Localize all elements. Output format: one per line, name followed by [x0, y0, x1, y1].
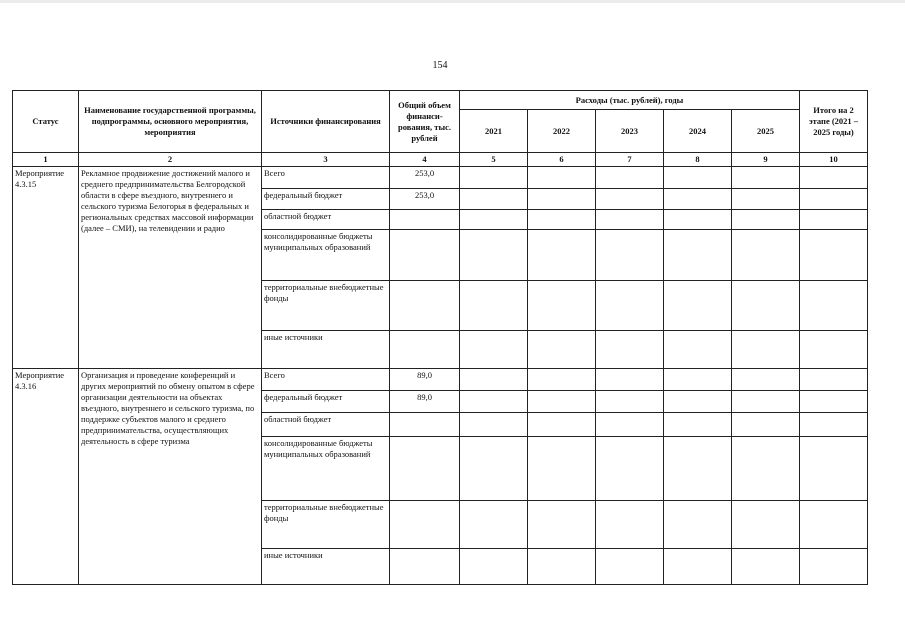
- event-name-cell: Организация и проведение конференций и других мероприятий по обмену опытом в сфере организации деятельности на объектах въездного, внутреннего и сельского туризма, по поддержке субъектов малого и среднего предпринимательства, осуществляющих деятельность в сфере туризма: [79, 369, 262, 585]
- source-cell: федеральный бюджет: [262, 391, 390, 413]
- total-volume-cell: [390, 281, 460, 331]
- column-number-row: [13, 153, 868, 167]
- header-sources: Источники финансирования: [262, 91, 390, 153]
- total-volume-cell: [390, 230, 460, 281]
- source-cell: территориальные внебюджетные фонды: [262, 501, 390, 549]
- total-volume-cell: [390, 210, 460, 230]
- source-cell: Всего: [262, 369, 390, 391]
- total-volume-cell: 253,0: [390, 167, 460, 189]
- column-number: 8: [664, 153, 732, 167]
- page-number: 154: [432, 60, 448, 71]
- header-year: 2022: [528, 110, 596, 153]
- column-number: 6: [528, 153, 596, 167]
- header-total-volume: Общий объем финанси-рования, тыс. рублей: [390, 91, 460, 153]
- source-cell: областной бюджет: [262, 210, 390, 230]
- column-number: 10: [800, 153, 868, 167]
- header-status: Статус: [13, 91, 79, 153]
- header-expenses-group: Расходы (тыс. рублей), годы: [460, 91, 800, 110]
- header-total-stage: Итого на 2 этапе (2021 – 2025 годы): [800, 91, 868, 153]
- source-cell: консолидированные бюджеты муниципальных образований: [262, 230, 390, 281]
- total-volume-cell: 89,0: [390, 369, 460, 391]
- total-volume-cell: [390, 413, 460, 437]
- header-name: Наименование государственной программы, подпрограммы, основного мероприятия, мероприятия: [79, 91, 262, 153]
- source-cell: иные источники: [262, 331, 390, 369]
- source-cell: территориальные внебюджетные фонды: [262, 281, 390, 331]
- source-cell: областной бюджет: [262, 413, 390, 437]
- header-year: 2025: [732, 110, 800, 153]
- event-name-cell: Рекламное продвижение достижений малого и среднего предпринимательства Белгородской области в сфере въездного, внутреннего и сельского туризма Белогорья в федеральных и региональных средствах массовой информации (далее – СМИ), на телевидении и радио: [79, 167, 262, 369]
- status-cell: Мероприятие 4.3.15: [13, 167, 79, 369]
- total-volume-cell: 89,0: [390, 391, 460, 413]
- scan-edge: [0, 0, 905, 3]
- status-cell: Мероприятие 4.3.16: [13, 369, 79, 585]
- source-cell: консолидированные бюджеты муниципальных образований: [262, 437, 390, 501]
- column-number: 2: [79, 153, 262, 167]
- header-year: 2024: [664, 110, 732, 153]
- source-cell: федеральный бюджет: [262, 189, 390, 210]
- header-year: 2021: [460, 110, 528, 153]
- total-volume-cell: [390, 549, 460, 585]
- header-year: 2023: [596, 110, 664, 153]
- total-volume-cell: [390, 331, 460, 369]
- column-number: 3: [262, 153, 390, 167]
- column-number: 4: [390, 153, 460, 167]
- source-cell: Всего: [262, 167, 390, 189]
- financing-table: [12, 90, 868, 585]
- column-number: 1: [13, 153, 79, 167]
- source-cell: иные источники: [262, 549, 390, 585]
- column-number: 5: [460, 153, 528, 167]
- total-volume-cell: [390, 437, 460, 501]
- total-volume-cell: 253,0: [390, 189, 460, 210]
- total-volume-cell: [390, 501, 460, 549]
- table-row: [13, 167, 868, 189]
- column-number: 9: [732, 153, 800, 167]
- table-row: [13, 369, 868, 391]
- column-number: 7: [596, 153, 664, 167]
